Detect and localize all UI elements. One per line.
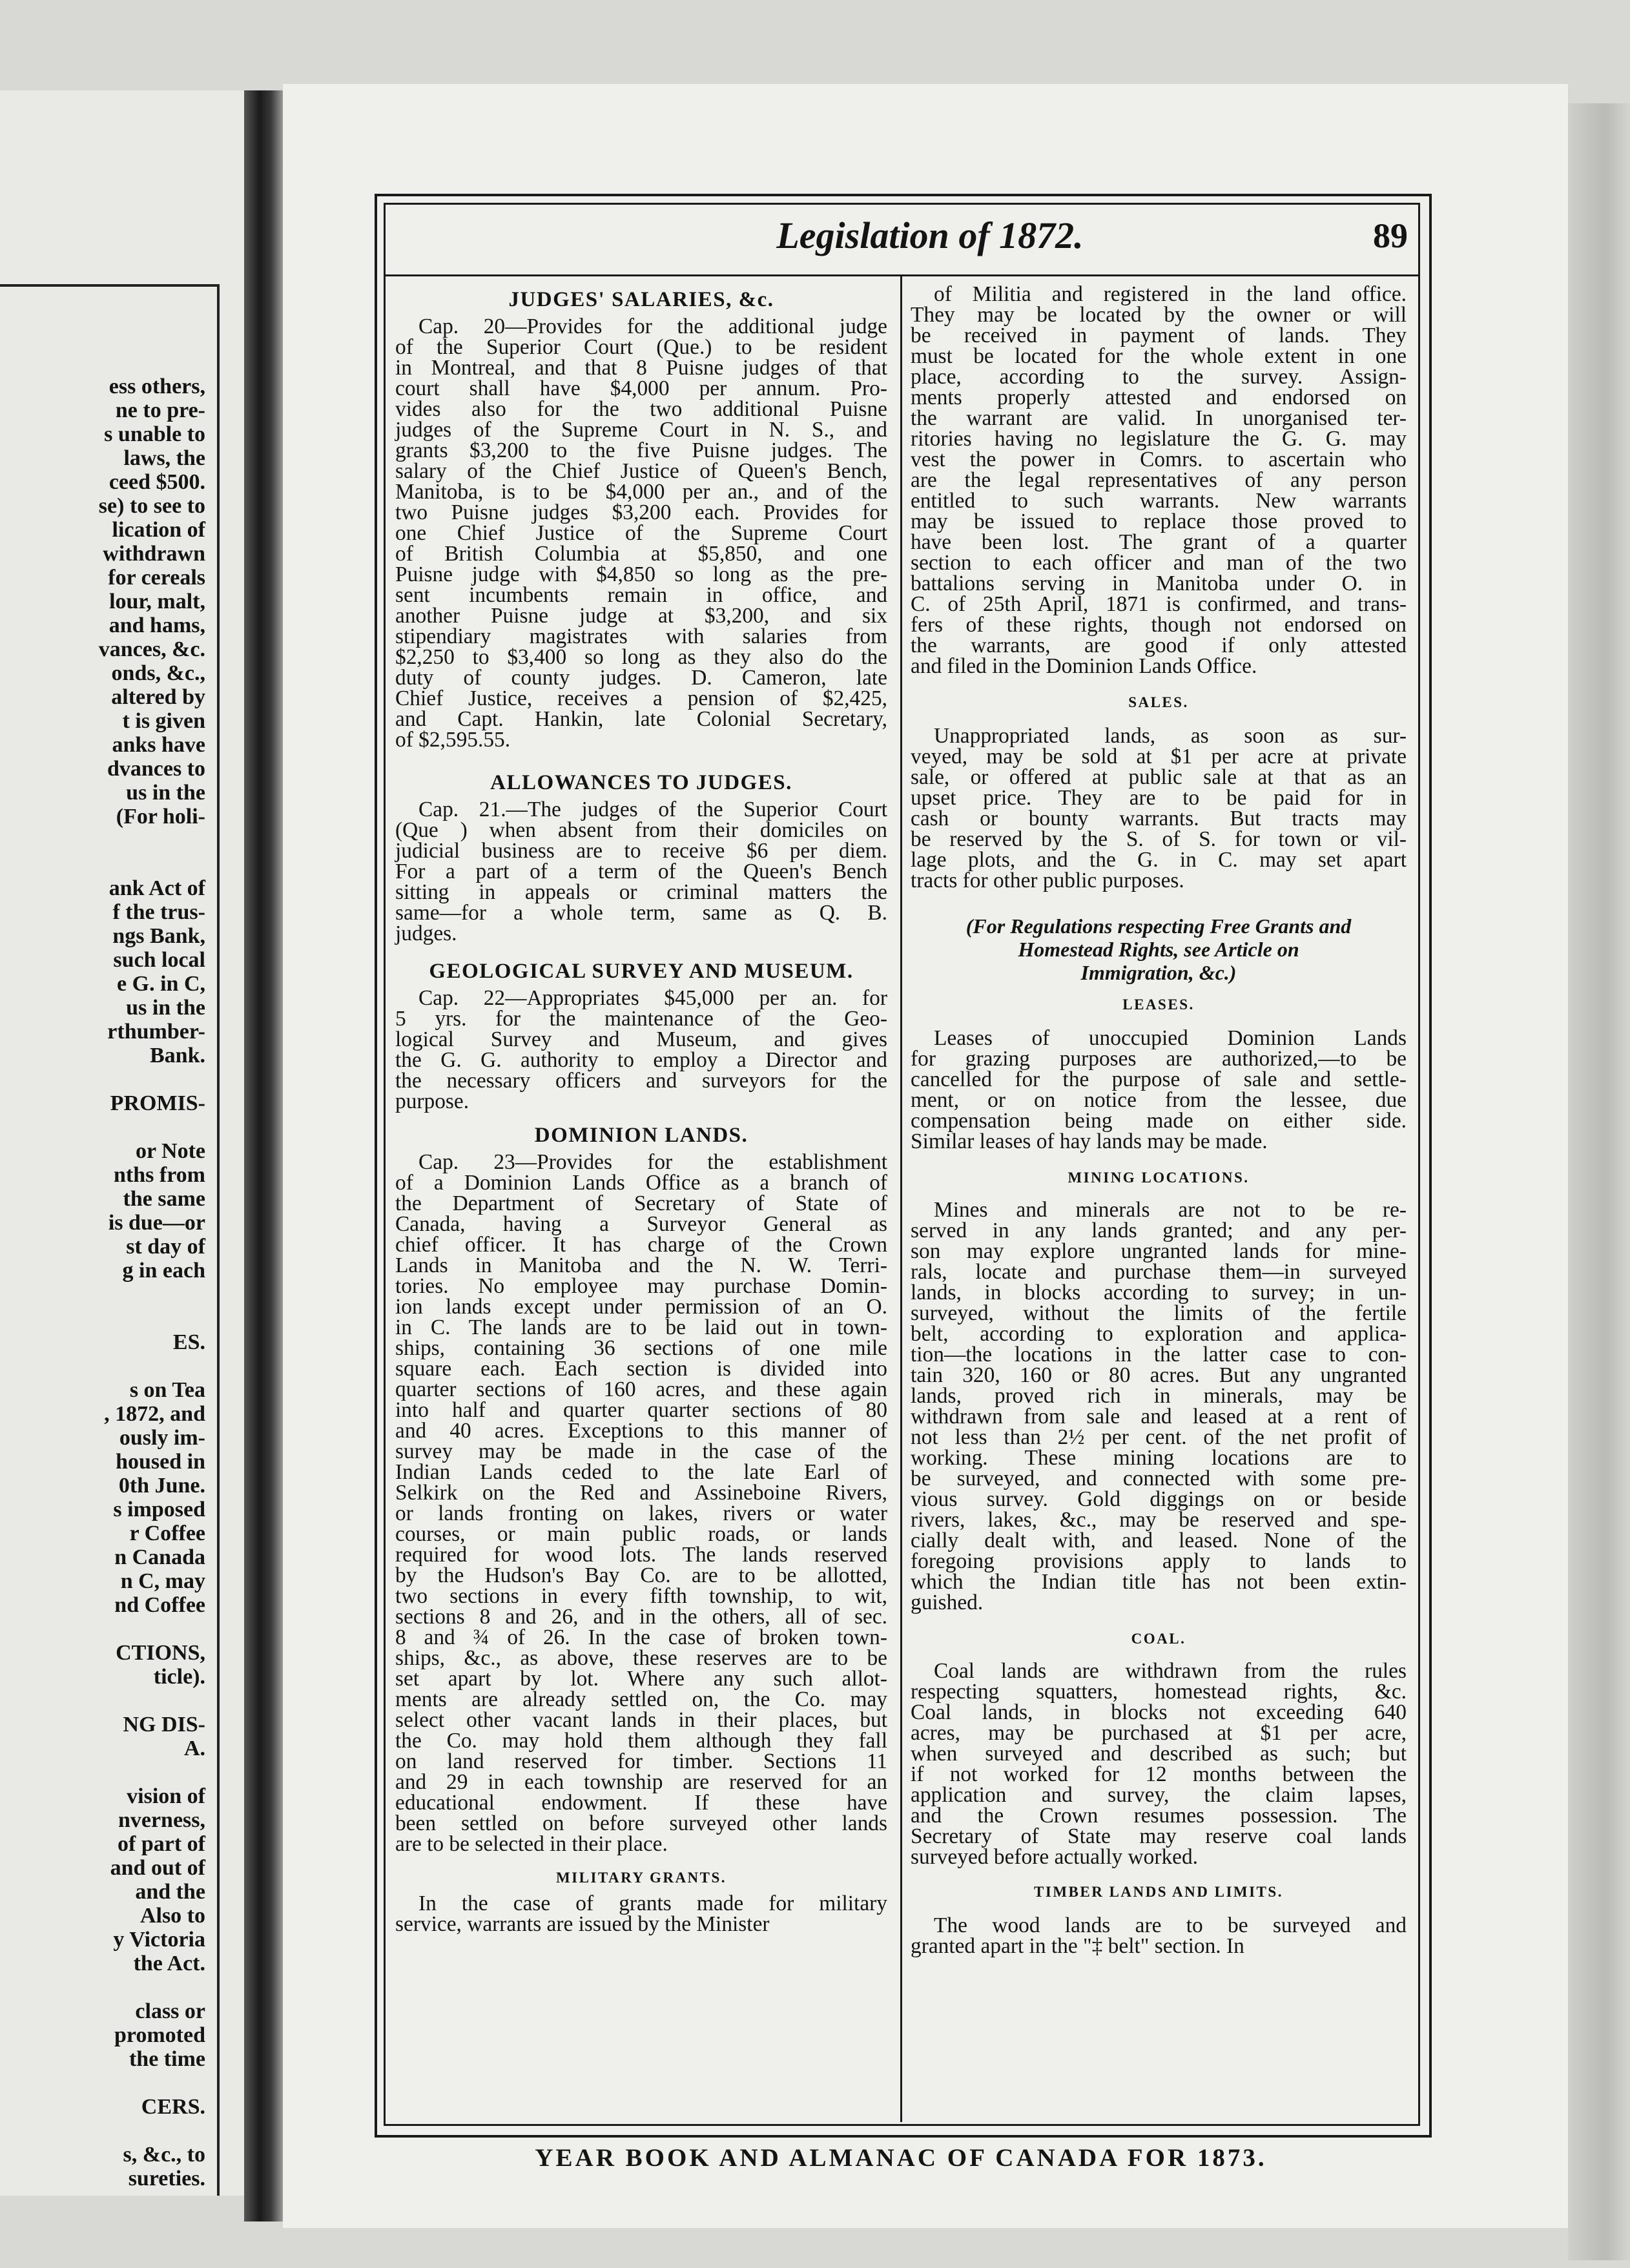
- text-line: grants $3,200 to the five Puisne judges. The: [395, 438, 887, 462]
- text-line: another Puisne judge at $3,200, and six: [395, 604, 887, 628]
- text-line: select other vacant lands in their places, but: [395, 1708, 887, 1732]
- text-line: entitled to such warrants. New warrants: [911, 489, 1407, 513]
- heading-military-grants: MILITARY GRANTS.: [555, 1870, 727, 1886]
- facing-page-line: 0th June.: [118, 1474, 205, 1498]
- facing-page-line: sureties.: [128, 2167, 205, 2191]
- text-line: ments properly attested and endorsed on: [911, 386, 1407, 409]
- facing-page-line: or Note: [136, 1139, 205, 1163]
- paragraph-cap-20: [395, 316, 887, 750]
- text-line: two Puisne judges $3,200 each. Provides for: [395, 500, 887, 524]
- text-line: sitting in appeals or criminal matters the: [395, 880, 887, 904]
- text-line: purpose.: [395, 1089, 469, 1113]
- text-line: ment, or on notice from the lessee, due: [911, 1088, 1407, 1112]
- paragraph-sales: [911, 726, 1407, 891]
- facing-page-line: NG DIS-: [123, 1713, 205, 1737]
- facing-page-line: withdrawn: [103, 542, 205, 566]
- text-line: stipendiary magistrates with salaries from: [395, 624, 887, 648]
- text-line: or lands fronting on lakes, rivers or water: [395, 1501, 887, 1525]
- facing-page-line: CERS.: [141, 2095, 205, 2119]
- text-line: Cap. 22—Appropriates $45,000 per an. for: [418, 986, 887, 1010]
- text-line: cially dealt with, and leased. None of the: [911, 1529, 1407, 1552]
- facing-page-line: ess others,: [108, 375, 205, 398]
- facing-page-line: vances, &c.: [98, 637, 205, 661]
- facing-page-line: f the trus-: [112, 900, 205, 924]
- text-line: surveyed before actually worked.: [911, 1845, 1199, 1869]
- footer-banner: YEAR BOOK AND ALMANAC OF CANADA FOR 1873.: [535, 2144, 1267, 2172]
- text-line: lands, in blocks according to survey; in un-: [911, 1281, 1407, 1304]
- text-line: two sections in every fifth township, to wit,: [395, 1584, 887, 1608]
- facing-page-line: t is given: [122, 709, 205, 733]
- text-line: logical Survey and Museum, and gives: [395, 1027, 887, 1051]
- note-line: Immigration, &c.): [1080, 961, 1237, 984]
- text-line: Unappropriated lands, as soon as sur-: [934, 724, 1407, 748]
- text-line: are the legal representatives of any person: [911, 468, 1407, 492]
- text-line: for grazing purposes are authorized,—to be: [911, 1047, 1407, 1071]
- text-line: rivers, lakes, &c., may be reserved and spe-: [911, 1508, 1407, 1532]
- text-line: lage plots, and the G. in C. may set apart: [911, 848, 1407, 872]
- text-line: when surveyed and described as such; but: [911, 1742, 1407, 1766]
- text-line: are to be selected in their place.: [395, 1832, 668, 1856]
- text-line: They may be located by the owner or will: [911, 303, 1407, 327]
- text-line: Leases of unoccupied Dominion Lands: [934, 1026, 1407, 1050]
- facing-page-line: PROMIS-: [110, 1091, 205, 1115]
- heading-dominion-lands: DOMINION LANDS.: [534, 1124, 748, 1147]
- paragraph-military-grants: [395, 1893, 887, 1935]
- facing-page-line: Bank.: [150, 1044, 205, 1067]
- text-line: upset price. They are to be paid for in: [911, 786, 1407, 810]
- facing-page-line: A.: [183, 1737, 205, 1760]
- text-line: In the case of grants made for military: [418, 1892, 887, 1915]
- text-line: judicial business are to receive $6 per diem.: [395, 839, 887, 863]
- text-line: sale, or offered at public sale at that as an: [911, 765, 1407, 789]
- text-line: Coal lands are withdrawn from the rules: [934, 1659, 1407, 1683]
- text-line: quarter sections of 160 acres, and these again: [395, 1377, 887, 1401]
- text-line: which the Indian title has not been extin-: [911, 1570, 1407, 1594]
- text-line: survey may be made in the case of the: [395, 1439, 887, 1463]
- facing-page-line: and the: [135, 1880, 205, 1904]
- facing-page-line: [0, 1115, 205, 1139]
- facing-page-line: nths from: [114, 1163, 205, 1187]
- text-line: of $2,595.55.: [395, 728, 511, 752]
- text-line: Mines and minerals are not to be re-: [934, 1198, 1407, 1222]
- text-line: set apart by lot. Where any such allot-: [395, 1667, 887, 1691]
- facing-page-line: anks have: [112, 733, 205, 757]
- facing-page-line: the time: [129, 2047, 205, 2071]
- facing-page-line: [0, 2071, 205, 2095]
- text-line: of Militia and registered in the land office.: [934, 282, 1407, 306]
- paragraph-coal: [911, 1661, 1407, 1868]
- facing-page-line: s, &c., to: [123, 2143, 205, 2167]
- facing-page-line: [0, 1760, 205, 1784]
- facing-page-line: housed in: [116, 1450, 205, 1474]
- text-line: of British Columbia at $5,850, and one: [395, 542, 887, 566]
- facing-page-line: ank Act of: [108, 876, 205, 900]
- text-line: the Department of Secretary of State of: [395, 1191, 887, 1215]
- text-line: ships, containing 36 sections of one mile: [395, 1336, 887, 1360]
- text-line: and filed in the Dominion Lands Office.: [911, 654, 1257, 678]
- text-line: cancelled for the purpose of sale and settle-: [911, 1067, 1407, 1091]
- text-line: into half and quarter quarter sections of 80: [395, 1398, 887, 1422]
- text-line: by the Hudson's Bay Co. are to be allotted,: [395, 1563, 887, 1587]
- page-number: 89: [1373, 216, 1408, 255]
- heading-allowances-to-judges: ALLOWANCES TO JUDGES.: [490, 771, 792, 794]
- text-line: Indian Lands ceded to the late Earl of: [395, 1460, 887, 1484]
- text-line: tracts for other public purposes.: [911, 869, 1184, 892]
- text-line: C. of 25th April, 1871 is confirmed, and trans-: [911, 592, 1407, 616]
- text-line: must be located for the whole extent in one: [911, 344, 1407, 368]
- text-line: Coal lands, in blocks not exceeding 640: [911, 1700, 1407, 1724]
- facing-page-line: class or: [135, 1999, 205, 2023]
- paragraph-timber: [911, 1915, 1407, 1957]
- paragraph-cap-23: [395, 1152, 887, 1855]
- facing-page-line: nverness,: [118, 1808, 205, 1832]
- text-line: vest the power in Comrs. to ascertain who: [911, 448, 1407, 471]
- facing-page-line: altered by: [111, 685, 205, 709]
- facing-page-line: [0, 829, 205, 852]
- column-rule: [900, 276, 902, 2122]
- text-line: duty of county judges. D. Cameron, late: [395, 666, 887, 690]
- text-line: respecting squatters, homestead rights, &c.: [911, 1680, 1407, 1704]
- facing-page-line: s on Tea: [129, 1378, 205, 1402]
- text-line: be received in payment of lands. They: [911, 324, 1407, 347]
- text-line: place, according to the survey. Assign-: [911, 365, 1407, 389]
- facing-page-line: and out of: [110, 1856, 205, 1880]
- text-line: in Montreal, and that 8 Puisne judges of that: [395, 356, 887, 380]
- text-line: Puisne judge with $4,850 so long as the pre-: [395, 562, 887, 586]
- text-line: Lands in Manitoba and the N. W. Terri-: [395, 1253, 887, 1277]
- text-line: have been lost. The grant of a quarter: [911, 530, 1407, 554]
- heading-leases: LEASES.: [1122, 996, 1195, 1013]
- facing-page-line: (For holi-: [116, 805, 205, 829]
- text-line: of a Dominion Lands Office as a branch of: [395, 1171, 887, 1195]
- facing-page-line: promoted: [114, 2023, 205, 2047]
- text-line: The wood lands are to be surveyed and: [934, 1913, 1407, 1937]
- right-column: [911, 284, 1407, 1957]
- text-line: fers of these rights, though not endorsed on: [911, 613, 1407, 637]
- text-line: rals, locate and purchase them—in surveyed: [911, 1260, 1407, 1284]
- text-line: vious survey. Gold diggings on or beside: [911, 1487, 1407, 1511]
- facing-page-line: lication of: [112, 518, 205, 542]
- text-line: the warrant are valid. In unorganised ter-: [911, 406, 1407, 430]
- facing-page-line: for cereals: [108, 566, 205, 590]
- heading-judges-salaries: JUDGES' SALARIES, &c.: [508, 288, 774, 311]
- facing-page-text-fragment: [0, 375, 205, 2191]
- text-line: Cap. 21.—The judges of the Superior Court: [418, 798, 887, 821]
- facing-page-line: [0, 1283, 205, 1306]
- heading-mining-locations: MINING LOCATIONS.: [1068, 1170, 1250, 1186]
- text-line: may be issued to replace those proved to: [911, 510, 1407, 533]
- facing-page-line: ceed $500.: [108, 470, 205, 494]
- facing-page-line: se) to see to: [98, 494, 205, 518]
- text-line: 8 and ¾ of 26. In the case of broken town-: [395, 1625, 887, 1649]
- facing-page-line: dvances to: [107, 757, 205, 781]
- text-line: if not worked for 12 months between the: [911, 1762, 1407, 1786]
- text-line: on land reserved for timber. Sections 11: [395, 1749, 887, 1773]
- facing-page-line: laws, the: [123, 446, 205, 470]
- text-line: granted apart in the "‡ belt" section. In: [911, 1934, 1244, 1958]
- facing-page-line: the Act.: [133, 1952, 205, 1975]
- facing-page-line: ously im-: [119, 1426, 205, 1450]
- text-line: acres, may be purchased at $1 per acre,: [911, 1721, 1407, 1745]
- facing-page-line: r Coffee: [129, 1521, 205, 1545]
- text-line: and Capt. Hankin, late Colonial Secretary,: [395, 707, 887, 731]
- facing-page-line: Also to: [139, 1904, 205, 1928]
- facing-page-line: lour, malt,: [109, 590, 205, 613]
- text-line: in C. The lands are to be laid out in town-: [395, 1315, 887, 1339]
- facing-page-line: s unable to: [104, 422, 205, 446]
- paragraph-leases: [911, 1028, 1407, 1152]
- facing-page-line: such local: [113, 948, 205, 972]
- text-line: same—for a whole term, same as Q. B.: [395, 901, 887, 925]
- facing-page-line: [0, 1617, 205, 1641]
- paragraph-militia-warrants: [911, 284, 1407, 677]
- text-line: ments are already settled on, the Co. may: [395, 1687, 887, 1711]
- text-line: sections 8 and 26, and in the others, all of sec.: [395, 1605, 887, 1629]
- text-line: tain 320, 160 or 80 acres. But any ungranted: [911, 1363, 1407, 1387]
- facing-page-line: st day of: [126, 1235, 205, 1259]
- page-edge-shadow: [1568, 103, 1630, 2260]
- text-line: chief officer. It has charge of the Crown: [395, 1233, 887, 1257]
- text-line: court shall have $4,000 per annum. Pro-: [395, 376, 887, 400]
- facing-page-line: is due—or: [108, 1211, 205, 1235]
- facing-page-line: [0, 852, 205, 876]
- text-line: belt, according to exploration and applica-: [911, 1322, 1407, 1346]
- facing-page-line: n C, may: [120, 1569, 205, 1593]
- facing-page-line: [0, 1689, 205, 1713]
- text-line: cash or bounty warrants. But tracts may: [911, 807, 1407, 830]
- text-line: Manitoba, is to be $4,000 per an., and of the: [395, 480, 887, 504]
- text-line: son may explore ungranted lands for mine-: [911, 1239, 1407, 1263]
- text-line: of the Superior Court (Que.) to be resident: [395, 335, 887, 359]
- facing-page-line: , 1872, and: [104, 1402, 205, 1426]
- book-gutter: [244, 90, 283, 2222]
- text-line: application and survey, the claim lapses,: [911, 1783, 1407, 1807]
- text-line: lands, proved rich in minerals, may be: [911, 1384, 1407, 1408]
- text-line: guished.: [911, 1591, 984, 1614]
- text-line: be reserved by the S. of S. for town or vil-: [911, 827, 1407, 851]
- text-line: withdrawn from sale and leased at a rent of: [911, 1405, 1407, 1428]
- facing-page-line: ticle).: [153, 1665, 205, 1689]
- text-line: tion—the locations in the latter case to con-: [911, 1343, 1407, 1366]
- facing-page-line: y Victoria: [113, 1928, 205, 1952]
- facing-page-line: [0, 1067, 205, 1091]
- heading-sales: SALES.: [1128, 694, 1189, 710]
- text-line: educational endowment. If these have: [395, 1791, 887, 1815]
- text-line: $2,250 to $3,400 so long as they also do the: [395, 645, 887, 669]
- text-line: and 29 in each township are reserved for an: [395, 1770, 887, 1794]
- left-column: [395, 284, 887, 1935]
- text-line: judges of the Supreme Court in N. S., and: [395, 418, 887, 442]
- text-line: and 40 acres. Exceptions to this manner of: [395, 1419, 887, 1443]
- text-line: the G. G. authority to employ a Director and: [395, 1048, 887, 1072]
- facing-page-line: n Canada: [114, 1545, 205, 1569]
- facing-page-line: us in the: [126, 781, 205, 805]
- text-line: foregoing provisions apply to lands to: [911, 1549, 1407, 1573]
- text-line: ritories having no legislature the G. G. may: [911, 427, 1407, 451]
- text-line: working. These mining locations are to: [911, 1446, 1407, 1470]
- facing-page-line: the same: [123, 1187, 205, 1211]
- facing-page: [0, 90, 245, 2196]
- text-line: tories. No employee may purchase Domin-: [395, 1274, 887, 1298]
- facing-page-line: s imposed: [113, 1498, 205, 1521]
- text-line: Similar leases of hay lands may be made.: [911, 1129, 1268, 1153]
- facing-page-line: [0, 2119, 205, 2143]
- text-line: vides also for the two additional Puisne: [395, 397, 887, 421]
- paragraph-cap-22: [395, 988, 887, 1112]
- facing-page-line: onds, &c.,: [111, 661, 205, 685]
- text-line: courses, or main public roads, or lands: [395, 1522, 887, 1546]
- text-line: the Co. may hold them although they fall: [395, 1729, 887, 1753]
- text-line: the warrants, are good if only attested: [911, 634, 1407, 657]
- facing-page-line: vision of: [127, 1784, 205, 1808]
- text-line: service, warrants are issued by the Minister: [395, 1912, 770, 1936]
- text-line: section to each officer and man of the two: [911, 551, 1407, 575]
- text-line: one Chief Justice of the Supreme Court: [395, 521, 887, 545]
- note-line: Homestead Rights, see Article on: [1018, 938, 1299, 961]
- text-line: the necessary officers and surveyors for the: [395, 1069, 887, 1093]
- heading-coal: COAL.: [1131, 1631, 1186, 1647]
- text-line: Cap. 23—Provides for the establishment: [418, 1150, 887, 1174]
- facing-page-line: ES.: [172, 1330, 205, 1354]
- paragraph-mining: [911, 1200, 1407, 1613]
- text-line: surveyed, without the limits of the fertile: [911, 1301, 1407, 1325]
- text-line: compensation being made on either side.: [911, 1109, 1407, 1133]
- text-line: judges.: [395, 922, 457, 945]
- facing-page-line: CTIONS,: [116, 1641, 205, 1665]
- facing-page-line: of part of: [118, 1832, 205, 1856]
- heading-timber-lands: TIMBER LANDS AND LIMITS.: [1034, 1884, 1283, 1900]
- text-line: Cap. 20—Provides for the additional judge: [418, 314, 887, 338]
- text-line: ion lands except under permission of an O.: [395, 1295, 887, 1319]
- text-line: veyed, may be sold at $1 per acre at private: [911, 745, 1407, 768]
- facing-page-line: ne to pre-: [115, 398, 205, 422]
- facing-page-line: g in each: [122, 1259, 205, 1283]
- text-line: sent incumbents remain in office, and: [395, 583, 887, 607]
- note-line: (For Regulations respecting Free Grants and: [965, 914, 1352, 938]
- facing-page-line: ngs Bank,: [112, 924, 205, 948]
- facing-page-line: rthumber-: [107, 1020, 205, 1044]
- text-line: Chief Justice, receives a pension of $2,425,: [395, 686, 887, 710]
- text-line: not less than 2½ per cent. of the net profit of: [911, 1425, 1407, 1449]
- text-line: (Que ) when absent from their domiciles on: [395, 818, 887, 842]
- text-line: served in any lands granted; and any per-: [911, 1219, 1407, 1242]
- text-line: Canada, having a Surveyor General as: [395, 1212, 887, 1236]
- facing-page-line: [0, 1354, 205, 1378]
- facing-page-line: e G. in C,: [117, 972, 205, 996]
- paragraph-cap-21: [395, 799, 887, 944]
- text-line: and the Crown resumes possession. The: [911, 1804, 1407, 1828]
- text-line: 5 yrs. for the maintenance of the Geo-: [395, 1007, 887, 1031]
- text-line: salary of the Chief Justice of Queen's Bench,: [395, 459, 887, 483]
- text-line: been settled on before surveyed other lands: [395, 1811, 887, 1835]
- facing-page-line: nd Coffee: [114, 1593, 205, 1617]
- running-title: Legislation of 1872.: [776, 214, 1084, 256]
- text-line: battalions serving in Manitoba under O. in: [911, 572, 1407, 595]
- note-regulations: [911, 914, 1407, 984]
- text-line: ships, &c., as above, these reserves are to be: [395, 1646, 887, 1670]
- text-line: For a part of a term of the Queen's Bench: [395, 860, 887, 883]
- text-line: be surveyed, and connected with some pre-: [911, 1467, 1407, 1490]
- facing-page-line: [0, 1306, 205, 1330]
- text-line: Secretary of State may reserve coal lands: [911, 1824, 1407, 1848]
- text-line: Selkirk on the Red and Assineboine Rivers,: [395, 1481, 887, 1505]
- facing-page-line: [0, 1975, 205, 1999]
- text-line: square each. Each section is divided into: [395, 1357, 887, 1381]
- heading-geological-survey: GEOLOGICAL SURVEY AND MUSEUM.: [429, 960, 854, 983]
- text-line: required for wood lots. The lands reserved: [395, 1543, 887, 1567]
- facing-page-line: and hams,: [108, 613, 205, 637]
- facing-page-line: us in the: [126, 996, 205, 1020]
